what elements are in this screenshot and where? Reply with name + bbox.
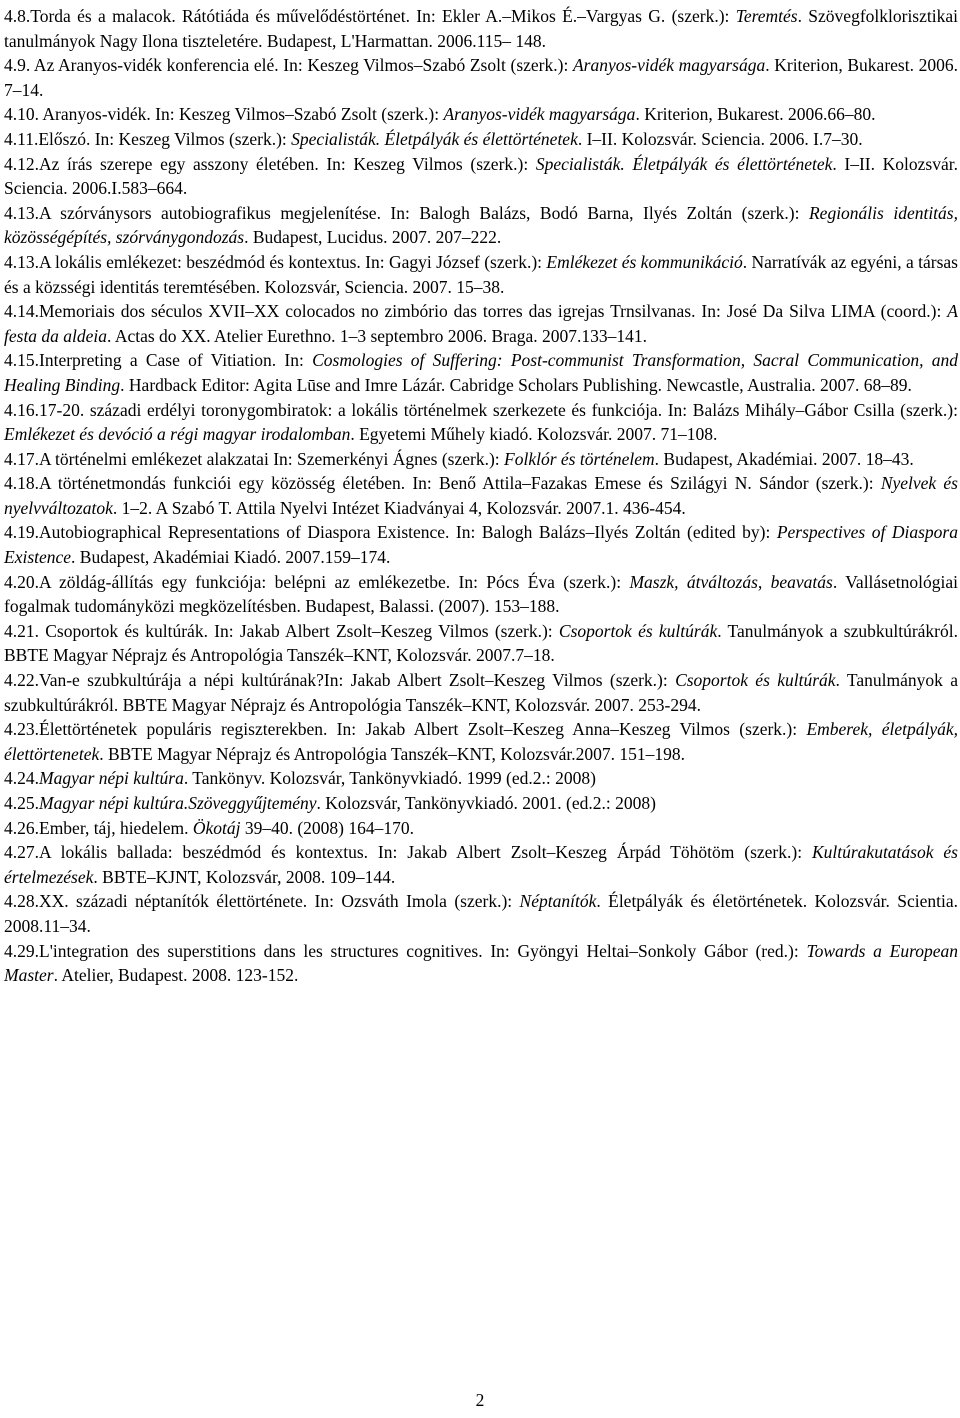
entry-title-italic: Folklór és történelem [504, 448, 655, 469]
entry-text: . Budapest, Lucidus. 2007. 207–222. [244, 227, 502, 248]
bibliography-entry [4, 348, 958, 397]
entry-title-italic: Néptanítók [519, 891, 597, 912]
entry-text: . BBTE Magyar Néprajz és Antropológia Tanszék–KNT, Kolozsvár.2007. 151–198. [99, 743, 685, 764]
bibliography-entry [4, 299, 958, 348]
entry-title-italic: Nyelvek és nyelvváltozatok [4, 473, 958, 518]
entry-text: . I–II. Kolozsvár. Sciencia. 2006. I.7–30. [577, 128, 863, 149]
entry-title-italic: A festa da aldeia [4, 301, 958, 346]
entry-text: 4.15.Interpreting a Case of Vitiation. In: [4, 350, 313, 371]
bibliography-entry [4, 766, 958, 791]
entry-text: 4.16.17-20. századi erdélyi toronygombiratok: a lokális történelmek szerkezete és funkciója. In: Balázs Mihály–Gábor Csilla (szerk.): [4, 399, 958, 420]
entry-title-italic: Csoportok és kultúrák [675, 670, 836, 691]
entry-text: 4.25. [4, 793, 39, 813]
entry-text: 4.12.Az írás szerepe egy asszony életében. In: Keszeg Vilmos (szerk.): [4, 153, 536, 174]
entry-text: 4.9. Az Aranyos-vidék konferencia elé. In: Keszeg Vilmos–Szabó Zsolt (szerk.): [4, 55, 573, 76]
bibliography-entry [4, 717, 958, 766]
entry-title-italic: Cosmologies of Suffering: Post-communist Transformation, Sacral Communication, and Healing Binding [4, 350, 958, 395]
bibliography-entry [4, 53, 958, 102]
bibliography-entry [4, 471, 958, 520]
entry-text: . Narratívák az egyéni, a társas és a közsségi identitás teremtésében. Kolozsvár, Sciencia. 2007. 15–38. [4, 251, 958, 297]
entry-text: 4.29.L'integration des superstitions dans les structures cognitives. In: Gyöngyi Heltai–Sonkoly Gábor (red.): [4, 940, 807, 961]
bibliography-entry [4, 939, 958, 988]
entry-text: . Egyetemi Műhely kiadó. Kolozsvár. 2007. 71–108. [350, 424, 718, 445]
entry-text: . Budapest, Akadémiai Kiadó. 2007.159–174. [71, 547, 391, 568]
entry-text: 4.19.Autobiographical Representations of Diaspora Existence. In: Balogh Balázs–Ilyés Zoltán (edited by): [4, 522, 777, 543]
entry-title-italic: Specialisták. Életpályák és élettörténetek [291, 128, 578, 149]
entry-title-italic: Emlékezet és devóció a régi magyar irodalomban [4, 424, 351, 445]
entry-text: 4.10. Aranyos-vidék. In: Keszeg Vilmos–Szabó Zsolt (szerk.): [4, 104, 444, 125]
bibliography-entry [4, 250, 958, 299]
bibliography-entry [4, 791, 958, 816]
entry-text: . Kolozsvár, Tankönyvkiadó. 2001. (ed.2.: 2008) [316, 793, 656, 813]
entry-title-italic: Aranyos-vidék magyarsága [572, 55, 766, 76]
entry-text: . 1–2. A Szabó T. Attila Nyelvi Intézet Kiadványai 4, Kolozsvár. 2007.1. 436-454. [112, 497, 686, 518]
entry-text: 4.8.Torda és a malacok. Rátótiáda és művelődéstörténet. In: Ekler A.–Mikos É.–Vargyas G. (szerk.): [4, 6, 736, 26]
entry-text: . Atelier, Budapest. 2008. 123-152. [53, 965, 299, 986]
entry-title-italic: Csoportok és kultúrák [558, 620, 718, 641]
entry-title-italic: Aranyos-vidék magyarsága [443, 104, 636, 125]
entry-title-italic: Emberek, életpályák, élettörtenetek [4, 719, 958, 764]
entry-text: 4.22.Van-e szubkultúrája a népi kultúrának?In: Jakab Albert Zsolt–Keszeg Vilmos (szerk.): [4, 670, 676, 691]
page-number: 2 [475, 1390, 485, 1410]
bibliography-entry [4, 889, 958, 938]
entry-text: 4.27.A lokális ballada: beszédmód és kontextus. In: Jakab Albert Zsolt–Keszeg Árpád Töhötöm (szerk.): [4, 842, 812, 863]
bibliography-entry [4, 570, 958, 619]
entry-title-italic: Perspectives of Diaspora Existence [4, 522, 958, 568]
bibliography-entry [4, 619, 958, 668]
entry-text: . Vallásetnológiai fogalmak tudományközi megközelítésben. Budapest, Balassi. (2007). 153–188. [4, 571, 958, 617]
entry-title-italic: Kultúrakutatások és értelmezések [4, 842, 958, 887]
entry-text: . I–II. Kolozsvár. Sciencia. 2006.I.583–664. [4, 153, 958, 199]
entry-title-italic: Specialisták. Életpályák és élettörténetek [535, 153, 833, 174]
entry-text: . Budapest, Akadémiai. 2007. 18–43. [654, 448, 914, 469]
entry-title-italic: Regionális identitás, közösségépítés, szórványgondozás [4, 202, 958, 248]
bibliography-entry [4, 840, 958, 889]
bibliography-entry [4, 201, 958, 250]
entry-text: 4.20.A zöldág-állítás egy funkciója: belépni az emlékezetbe. In: Pócs Éva (szerk.): [4, 571, 630, 592]
bibliography-entry [4, 152, 958, 201]
entry-text: 4.21. Csoportok és kultúrák. In: Jakab Albert Zsolt–Keszeg Vilmos (szerk.): [4, 620, 559, 641]
bibliography-entry [4, 4, 958, 53]
entry-text: . Életpályák és életörténetek. Kolozsvár. Scientia. 2008.11–34. [4, 891, 958, 936]
entry-text: 4.28.XX. századi néptanítók élettörténete. In: Ozsváth Imola (szerk.): [4, 891, 520, 912]
entry-text: 4.26.Ember, táj, hiedelem. [4, 817, 193, 838]
entry-text: . Tanulmányok a szubkultúrákról. BBTE Magyar Néprajz és Antropológia Tanszék–KNT, Kolozsvár. 2007. 253-294. [4, 670, 958, 715]
entry-text: 4.13.A lokális emlékezet: beszédmód és kontextus. In: Gagyi József (szerk.): [4, 251, 547, 272]
entry-text: . Actas do XX. Atelier Eurethno. 1–3 septembro 2006. Braga. 2007.133–141. [107, 325, 648, 346]
bibliography-entry [4, 127, 958, 152]
bibliography-entry [4, 398, 958, 447]
bibliography-entry [4, 102, 958, 127]
entry-text: 39–40. (2008) 164–170. [240, 817, 414, 838]
entry-text: . Szövegfolklorisztikai tanulmányok Nagy Ilona tiszteletére. Budapest, L'Harmattan. 2006.115– 148. [4, 6, 958, 51]
bibliography-entry [4, 447, 958, 472]
entry-text: 4.13.A szórványsors autobiografikus megjelenítése. In: Balogh Balázs, Bodó Barna, Ilyés Zoltán (szerk.): [4, 202, 809, 223]
entry-text: 4.14.Memoriais dos séculos XVII–XX colocados no zimbório das torres das igrejas Trnsilvanas. In: José Da Silva LIMA (coord.): [4, 301, 948, 322]
entry-text: . Hardback Editor: Agita Lūse and Imre Lázár. Cabridge Scholars Publishing. Newcastle, Australia. 2007. 68–89. [120, 374, 912, 395]
bibliography-entry [4, 816, 958, 841]
entry-text: . Tankönyv. Kolozsvár, Tankönyvkiadó. 1999 (ed.2.: 2008) [183, 768, 596, 789]
entry-text: . BBTE–KJNT, Kolozsvár, 2008. 109–144. [93, 866, 396, 887]
entry-text: 4.11.Előszó. In: Keszeg Vilmos (szerk.): [4, 128, 292, 149]
entry-text: . Tanulmányok a szubkultúrákról. BBTE Magyar Néprajz és Antropológia Tanszék–KNT, Kolozsvár. 2007.7–18. [4, 620, 958, 666]
entry-title-italic: Maszk, átváltozás, beavatás [629, 571, 833, 592]
entry-title-italic: Teremtés [735, 6, 798, 26]
bibliography-list [4, 4, 958, 988]
entry-title-italic: Magyar népi kultúra.Szöveggyűjtemény [39, 793, 317, 813]
entry-title-italic: Emlékezet és kommunikáció [546, 251, 743, 272]
entry-title-italic: Magyar népi kultúra [39, 768, 184, 789]
entry-text: 4.23.Élettörténetek populáris regiszterekben. In: Jakab Albert Zsolt–Keszeg Anna–Keszeg Vilmos (szerk.): [4, 719, 807, 740]
entry-text: . Kriterion, Bukarest. 2006.66–80. [635, 104, 876, 125]
entry-text: 4.18.A történetmondás funkciói egy közösség életében. In: Benő Attila–Fazakas Emese és Szilágyi N. Sándor (szerk.): [4, 473, 881, 494]
bibliography-entry [4, 668, 958, 717]
entry-text: . Kriterion, Bukarest. 2006. 7–14. [4, 55, 958, 100]
entry-title-italic: Towards a European Master [4, 940, 959, 986]
entry-title-italic: Ökotáj [192, 817, 241, 838]
bibliography-entry [4, 520, 958, 569]
entry-text: 4.17.A történelmi emlékezet alakzatai In: Szemerkényi Ágnes (szerk.): [4, 448, 505, 469]
entry-text: 4.24. [4, 768, 39, 789]
